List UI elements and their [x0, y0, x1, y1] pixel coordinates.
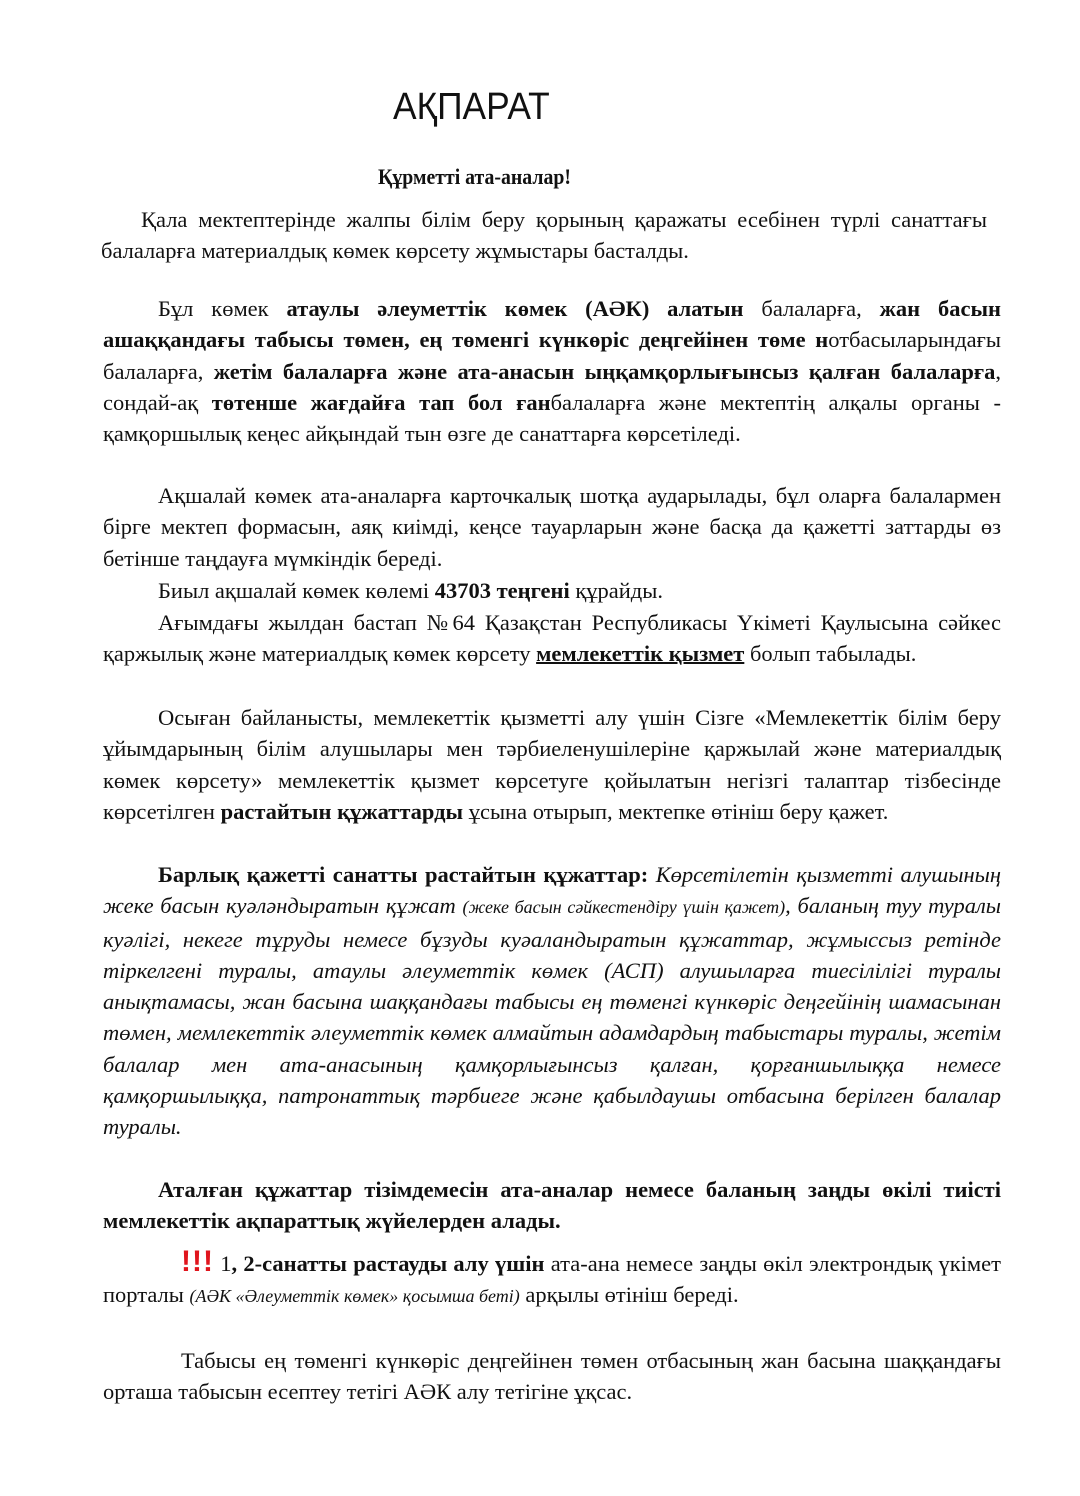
emphasis-bold-text: атаулы әлеуметтік көмек (АӘК) алатын: [286, 296, 744, 321]
emphasis-bold-text: Барлық қажетті санатты растайтын құжаттар:: [158, 862, 649, 887]
paragraph-application: [103, 702, 1001, 827]
text-run: Ағымдағы жылдан бастап №64 Қазақстан Республикасы Үкіметі Қаулысына сәйкес қаржылық және материалдық көмек көрсету: [103, 610, 1001, 667]
text-run: Қала мектептерінде жалпы білім беру қорының қаражаты есебінен түрлі санаттағы балаларға материалдық көмек көрсету жұмыстары басталды.: [101, 207, 987, 264]
italic-text: , баланың туу туралы куәлігі, некеге тұруды немесе бұзуды куәаландыратын құжаттар, жұмыссыз ретінде тіркелгені туралы, атаулы әлеуметтік көмек (АСП) алушыларға тиесілілігі туралы анықтамасы, жан басына шаққандағы табысы ең төменгі күнкөріс деңгейінің шамасынан төмен, мемлекеттік әлеуметтік көмек алмайтын адамдардың табыстары туралы, жетім балалар мен ата-анасының қамқорлығынсыз қалған, қорғаншылыққа немесе қамқоршылыққа, патронаттық тәрбиеге және қабылдаушы отбасына берілген балалар туралы.: [103, 893, 1001, 1140]
emphasis-bold-text: жетім балаларға және ата-анасын ыңқамқорлығынсыз қалған балаларға: [213, 358, 996, 384]
italic-text: (АӘК «Әлеуметтік көмек» қосымша беті): [189, 1286, 520, 1307]
emphasis-bold-text: төтенше жағдайға тап бол ған: [211, 389, 551, 415]
emphasis-bold-text: , 2-санатты растауды алу үшін: [231, 1251, 545, 1276]
text-run: отбасыларындағы балаларға,: [103, 327, 1001, 384]
emphasis-bold-text: 43703 теңгені: [434, 578, 570, 603]
emphasis-bold-text: Аталған құжаттар тізімдемесін ата-аналар немесе баланың заңды өкілі тиісті мемлекеттік ақпараттық жүйелерден алады.: [103, 1177, 1001, 1234]
text-run: Осыған байланысты, мемлекеттік қызметті алу үшін Сізге «Мемлекеттік білім беру ұйымдарының білім алушылары мен тәрбиеленушілеріне қаржылай және материалдық көмек көрсету» мемлекеттік қызмет көрсетуге қойылатын негізгі талаптар тізбесінде көрсетілген: [103, 705, 1001, 824]
text-run: 1: [213, 1251, 232, 1276]
italic-text: (жеке басын сәйкестендіру үшін қажет): [462, 897, 786, 918]
text-run: ата-ана немесе заңды өкіл электрондық үкімет порталы: [103, 1251, 1001, 1308]
emphasis-bold-text: растайтын құжаттарды: [220, 798, 464, 824]
text-run: Табысы ең төменгі күнкөріс деңгейінен төмен отбасының жан басына шаққандағы орташа табысын есептеу тетігі АӘК алу тетігіне ұқсас.: [103, 1348, 1001, 1405]
paragraph-egov: [103, 1246, 1001, 1313]
text-run: , сондай-ақ: [103, 358, 1001, 415]
text-run: Ақшалай көмек ата-аналарға карточкалық шотқа аударылады, бұл оларға балалармен бірге мектеп формасын, аяқ киімді, кеңсе тауарларын және басқа да қажетті заттарды өз бетінше таңдауға мүмкіндік береді.: [103, 483, 1001, 571]
text-run: Биыл ақшалай көмек көлемі: [158, 578, 435, 603]
paragraph-parents-obtain: [103, 1174, 1001, 1237]
paragraph-resolution: [103, 607, 1001, 670]
document-title: АҚПАРАТ: [393, 86, 550, 128]
paragraph-income-calc: [103, 1345, 1001, 1408]
emphasis-bold-text: жан басын ашаққандағы табысы төмен, ең төменгі күнкөріс деңгейінен төме н: [103, 296, 1002, 353]
text-run: құрайды.: [569, 578, 663, 603]
text-run: арқылы өтініш береді.: [519, 1282, 739, 1308]
text-run: балаларға және мектептің алқалы органы - қамқоршылық кеңес айқындай тын өзге де санаттарға көрсетіледі.: [103, 389, 1001, 447]
text-run: ұсына отырып, мектепке өтініш беру қажет.: [463, 798, 889, 824]
paragraph-amount: [103, 575, 1001, 606]
paragraph-card-transfer: [103, 480, 1001, 574]
paragraph-recipients: [103, 293, 1001, 449]
greeting-heading: Құрметті ата-аналар!: [378, 164, 571, 189]
text-run: балаларға,: [743, 296, 880, 321]
text-run: болып табылады.: [744, 641, 917, 667]
paragraph-documents: [103, 859, 1001, 1143]
text-run: Бұл көмек: [158, 296, 287, 321]
warning-exclamation-icon: !!!: [181, 1245, 214, 1278]
emphasis-underlined-text: мемлекеттік қызмет: [536, 641, 745, 667]
paragraph-intro: [101, 204, 987, 267]
italic-text: Көрсетілетін қызметті алушының жеке басын куәләндыратын құжат: [103, 862, 1002, 919]
